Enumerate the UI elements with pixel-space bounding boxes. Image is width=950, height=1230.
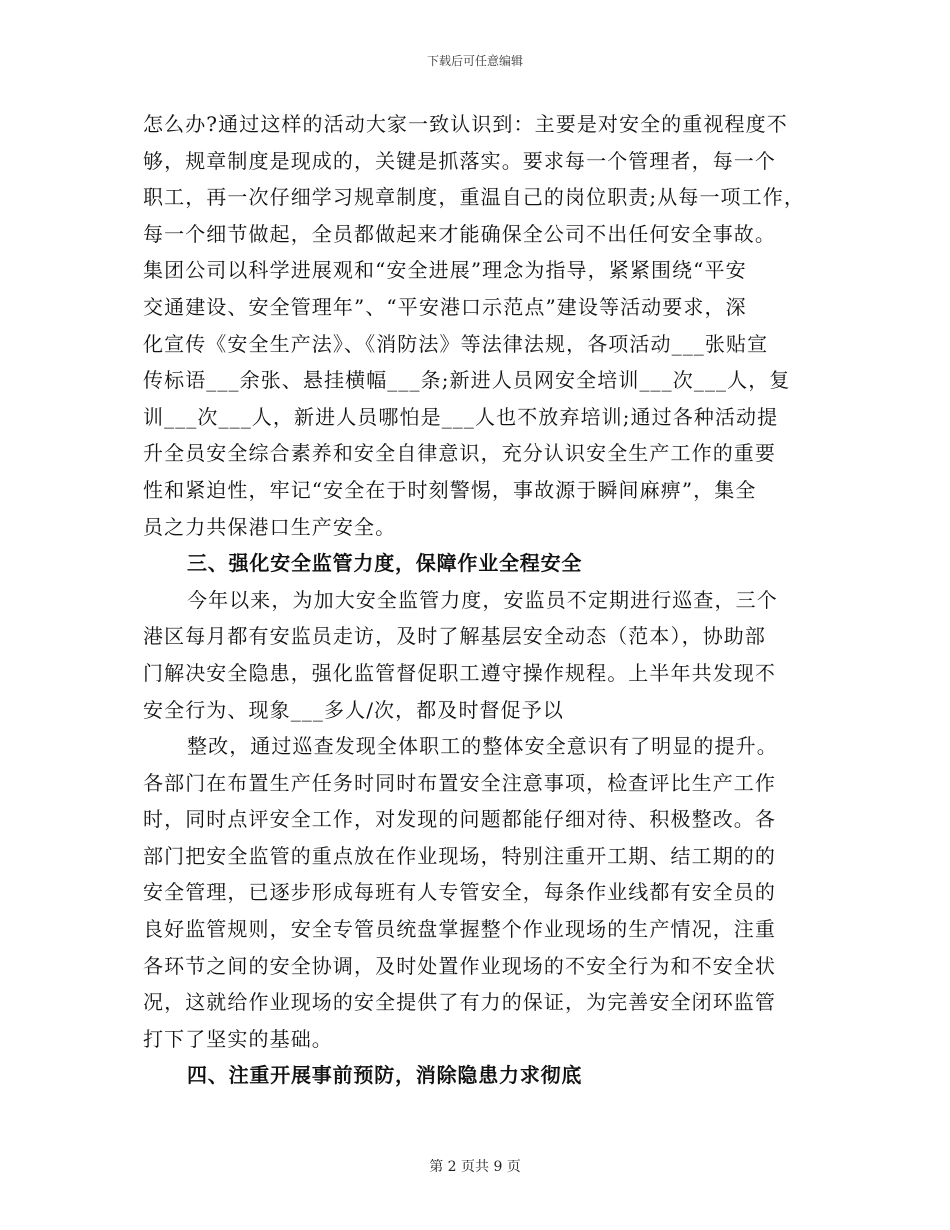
text-line: 员之力共保港口生产安全。 bbox=[143, 514, 397, 539]
text-line: 况，这就给作业现场的安全提供了有力的保证，为完善安全闭环监管 bbox=[143, 990, 776, 1015]
text-line: 化宣传《安全生产法》、《消防法》等法律法规，各项活动___张贴宣 bbox=[143, 331, 769, 356]
document-body bbox=[143, 106, 815, 1094]
page-footer: 第 2 页共 9 页 bbox=[429, 1159, 521, 1175]
text-line: 良好监管规则，安全专管员统盘掌握整个作业现场的生产情况，注重 bbox=[143, 917, 776, 942]
text-line: 够，规章制度是现成的，关键是抓落实。要求每一个管理者，每一个 bbox=[143, 148, 776, 173]
text-line: 港区每月都有安监员走访，及时了解基层安全动态（范本），协助部 bbox=[143, 624, 766, 649]
text-line: 部门把安全监管的重点放在作业现场，特别注重开工期、结工期的的 bbox=[143, 843, 776, 868]
text-line: 安全行为、现象___多人/次，都及时督促予以 bbox=[143, 697, 564, 722]
text-line: 集团公司以科学进展观和“安全进展”理念为指导，紧紧围绕“平安 bbox=[143, 258, 747, 283]
text-line: 传标语___余张、悬挂横幅___条;新进人员网安全培训___次___人，复 bbox=[143, 368, 791, 393]
page-header: 下载后可任意编辑 bbox=[426, 54, 523, 68]
text-line: 升全员安全综合素养和安全自律意识，充分认识安全生产工作的重要 bbox=[143, 441, 776, 466]
text-line: 今年以来，为加大安全监管力度，安监员不定期进行巡查，三个 bbox=[187, 587, 778, 612]
text-line: 整改，通过巡查发现全体职工的整体安全意识有了明显的提升。 bbox=[187, 734, 778, 759]
text-line: 打下了坚实的基础。 bbox=[143, 1026, 333, 1051]
text-line: 训___次___人，新进人员哪怕是___人也不放弃培训;通过各种活动提 bbox=[143, 404, 779, 429]
text-line: 怎么办?通过这样的活动大家一致认识到：主要是对安全的重视程度不 bbox=[143, 112, 788, 136]
text-line: 时，同时点评安全工作，对发现的问题都能仔细对待、积极整改。各 bbox=[143, 807, 776, 832]
text-line: 各部门在布置生产任务时同时布置安全注意事项，检查评比生产工作 bbox=[143, 770, 776, 795]
text-line: 职工，再一次仔细学习规章制度，重温自己的岗位职责;从每一项工作， bbox=[143, 185, 805, 210]
section-heading: 四、注重开展事前预防，消除隐患力求彻底 bbox=[187, 1063, 583, 1088]
text-line: 门解决安全隐患，强化监管督促职工遵守操作规程。上半年共发现不 bbox=[143, 660, 776, 685]
text-line: 交通建设、安全管理年”、“平安港口示范点”建设等活动要求，深 bbox=[143, 294, 747, 319]
text-line: 各环节之间的安全协调，及时处置作业现场的不安全行为和不安全状 bbox=[143, 953, 776, 978]
text-line: 每一个细节做起，全员都做起来才能确保全公司不出任何安全事故。 bbox=[143, 221, 776, 246]
text-line: 安全管理，已逐步形成每班有人专管安全，每条作业线都有安全员的 bbox=[143, 880, 776, 905]
section-heading: 三、强化安全监管力度，保障作业全程安全 bbox=[187, 551, 583, 576]
text-line: 性和紧迫性，牢记“安全在于时刻警惕，事故源于瞬间麻痹”，集全 bbox=[143, 477, 757, 502]
